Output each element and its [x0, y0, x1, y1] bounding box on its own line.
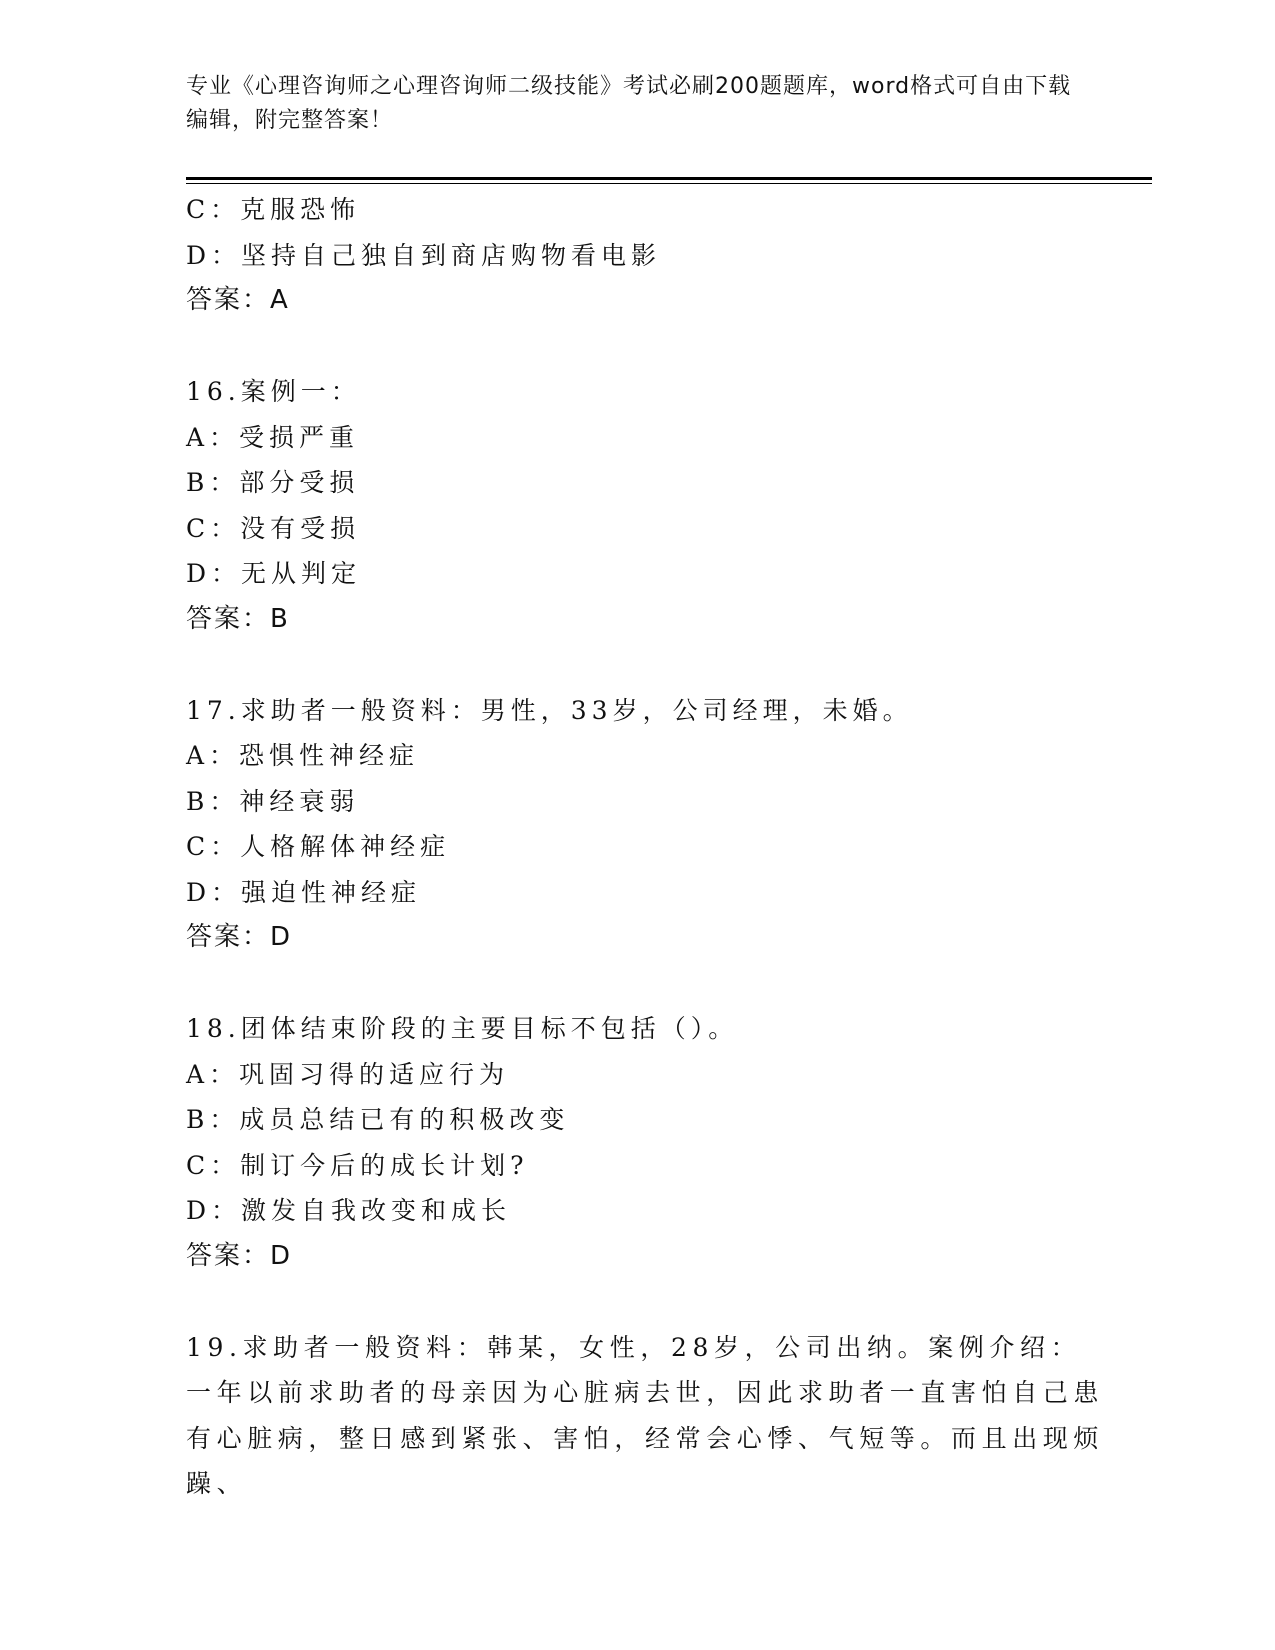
- option-b: B：神经衰弱: [186, 786, 360, 816]
- spacer: [186, 642, 1106, 688]
- option-d: D：强迫性神经症: [186, 877, 422, 907]
- option-a: A：巩固习得的适应行为: [186, 1059, 510, 1089]
- option-d: D：无从判定: [186, 559, 362, 588]
- header-rule-thick: [186, 177, 1152, 180]
- spacer: [186, 324, 1106, 370]
- answer-line: 答案：D: [186, 922, 293, 952]
- answer-line: 答案：B: [186, 603, 290, 634]
- document-header: 专业《心理咨询师之心理咨询师二级技能》考试必刷200题题库，word格式可自由下载编辑，附完整答案！: [186, 74, 1072, 133]
- option-a: A：受损严重: [186, 422, 360, 452]
- option-c: C：克服恐怖: [186, 195, 361, 224]
- option-b: B：成员总结已有的积极改变: [186, 1105, 570, 1134]
- answer-line: 答案：A: [186, 285, 290, 315]
- spacer: [186, 1279, 1106, 1325]
- option-c: C：制订今后的成长计划?: [186, 1150, 529, 1180]
- question-stem-19: 19.求助者一般资料：韩某，女性，28岁，公司出纳。案例介绍：一年以前求助者的母亲因为心脏病去世，因此求助者一直害怕自己患有心脏病，整日感到紧张、害怕，经常会心悸、气短等。而且出现烦躁、: [186, 1332, 1105, 1498]
- option-b: B：部分受损: [186, 468, 360, 497]
- option-a: A：恐惧性神经症: [186, 741, 420, 770]
- header-rule-thin: [186, 183, 1152, 184]
- question-stem-16: 16.案例一：: [186, 377, 361, 406]
- question-stem-18: 18.团体结束阶段的主要目标不包括（）。: [186, 1014, 739, 1043]
- option-d: D：激发自我改变和成长: [186, 1196, 512, 1225]
- option-d: D：坚持自己独自到商店购物看电影: [186, 240, 662, 270]
- question-content: [186, 187, 1106, 1507]
- option-c: C：没有受损: [186, 513, 361, 543]
- answer-line: 答案：D: [186, 1240, 293, 1271]
- spacer: [186, 961, 1106, 1007]
- option-c: C：人格解体神经症: [186, 832, 451, 861]
- question-stem-17: 17.求助者一般资料：男性，33岁，公司经理，未婚。: [186, 695, 913, 725]
